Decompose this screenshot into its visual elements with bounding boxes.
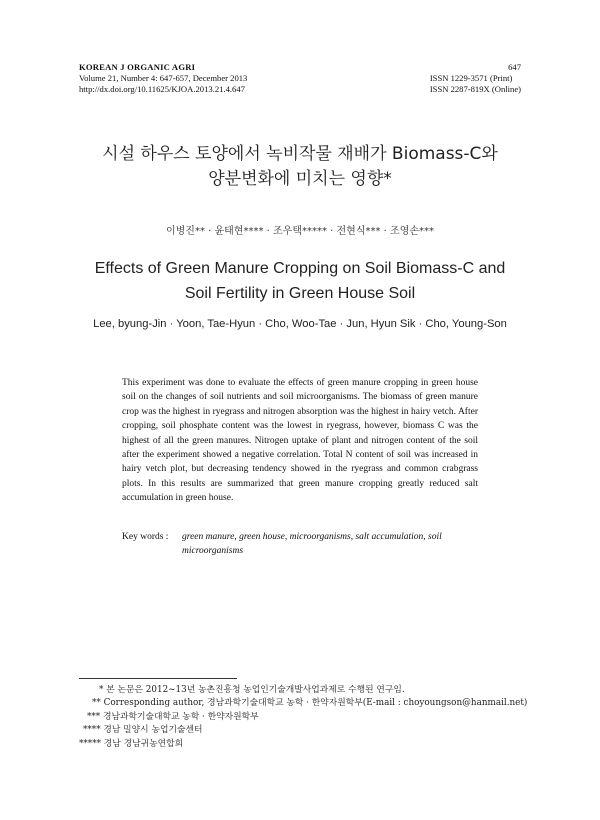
journal-header: [79, 62, 247, 95]
volume-info: Volume 21, Number 4: 647-657, December 2013: [79, 73, 248, 83]
english-authors: Lee, byung-Jin · Yoon, Tae-Hyun · Cho, Woo-Tae · Jun, Hyun Sik · Cho, Young-Son: [93, 318, 507, 330]
korean-title-line-2: 양분변화에 미치는 영향*: [208, 169, 392, 189]
english-title-line-2: Soil Fertility in Green House Soil: [184, 285, 416, 302]
abstract-text: This experiment was done to evaluate the effects of green manure cropping in green house soil on the changes of soil nutrients and soil microorganisms. The biomass of green manure crop was the highest in ryegrass and nitrogen absorption was the highest in hairy vetch. After cropping, soil phosphate content was the lowest in ryegrass, however, biomass C was the highest of all the green manures. Nitrogen uptake of plant and nitrogen content of the soil after the experiment showed a negative correlation. Total N content of soil was increased in hairy vetch plot, but decreasing tendency showed in the ryegrass and common crabgrass plots. In this results are summarized that green manure cropping greatly reduced salt accumulation in green house.: [122, 378, 478, 504]
keywords-label: Key words :: [122, 532, 169, 542]
footnote-corresponding: ** Corresponding author, 경남과학기술대학교 농학 · 한약자원학부(E-mail : choyoungson@hanmail.net): [92, 698, 528, 709]
korean-title-line-1: 시설 하우스 토양에서 녹비작물 재배가 Biomass-C와: [102, 144, 498, 164]
page-number: 647: [508, 62, 521, 72]
journal-name: KOREAN J ORGANIC AGRI: [79, 62, 196, 72]
footnote-affiliation-3: ***** 경남 경남귀농연합회: [79, 738, 184, 749]
footnote-funding: * 본 논문은 2012~13년 농촌진흥청 농업인기술개발사업과제로 수행된 연구임.: [99, 685, 405, 695]
issn-online: ISSN 2287-819X (Online): [429, 84, 521, 94]
footnote-divider: [79, 678, 237, 679]
footnote-affiliation-2: **** 경남 밀양시 농업기술센터: [83, 725, 203, 736]
issn-print: ISSN 1229-3571 (Print): [429, 73, 513, 83]
english-title: [0, 256, 600, 306]
doi-link[interactable]: http://dx.doi.org/10.11625/KJOA.2013.21.4.647: [79, 84, 245, 94]
english-title-line-1: Effects of Green Manure Cropping on Soil Biomass-C and: [94, 260, 506, 277]
keywords-text: green manure, green house, microorganisms, salt accumulation, soil microorganisms: [182, 532, 442, 556]
korean-title: [0, 142, 600, 192]
issn-block: [430, 62, 521, 95]
keywords: [122, 530, 482, 558]
footnotes: [79, 684, 539, 751]
footnote-affiliation-1: *** 경남과학기술대학교 농학 · 한약자원학부: [87, 711, 259, 722]
korean-authors: 이병진** · 윤태현**** · 조우택***** · 전현식*** · 조영손***: [165, 226, 435, 237]
